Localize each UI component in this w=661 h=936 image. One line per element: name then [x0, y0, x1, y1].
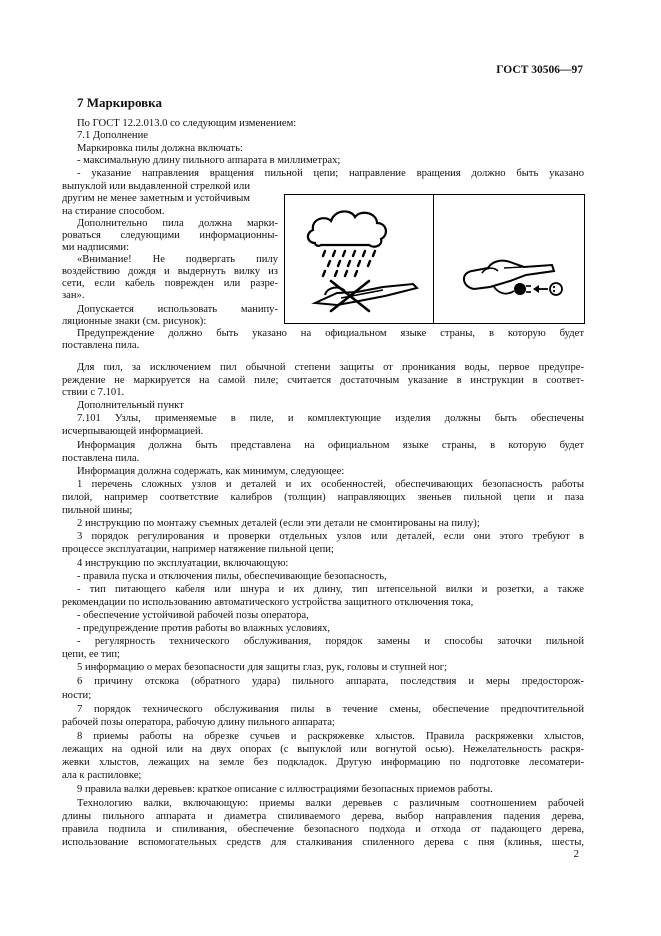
paragraph-line: процессе эксплуатации, например натяжение пильной цепи;	[62, 544, 334, 555]
plug-icon	[514, 283, 531, 295]
paragraph-line: выпуклой или выдавленной стрелкой или	[62, 181, 251, 192]
paragraph-line: - правила пуска и отключения пилы, обеспечивающие безопасность,	[77, 571, 387, 582]
paragraph-line: Допускается использовать манипу-	[77, 304, 278, 315]
paragraph-line: зан».	[62, 290, 85, 301]
manipulation-signs-figure	[284, 194, 585, 324]
paragraph-line: «Внимание! Не подвергать пилу	[77, 254, 278, 265]
unplug-warning-sign	[433, 195, 584, 323]
paragraph-line: Дополнительный пункт	[77, 400, 184, 411]
paragraph-line: использование вспомогательных средств для сталкивания спиленного дерева с пня (клинья, шесты,	[62, 837, 584, 848]
paragraph-line: реждение не маркируется на самой пиле; считается достаточным указание в инструкции в соответ-	[62, 375, 584, 386]
page-header: ГОСТ 30506—97	[496, 64, 583, 76]
socket-icon	[550, 283, 562, 295]
rain-warning-sign	[285, 195, 433, 323]
chainsaw-unplug-icon	[434, 195, 584, 323]
paragraph-line: 1 перечень сложных узлов и деталей и их особенностей, обеспечивающих безопасность работы	[77, 479, 584, 490]
paragraph-line: другим не менее заметным и устойчивым	[62, 193, 251, 204]
paragraph-line: - предупреждение против работы во влажных условиях,	[77, 623, 331, 634]
paragraph-line: ала к распиловке;	[62, 770, 142, 781]
paragraph-line: Технологию валки, включающую: приемы валки деревьев с различным соотношением рабочей	[77, 798, 584, 809]
paragraph-line: 2 инструкцию по монтажу съемных деталей (если эти детали не смонтированы на пилу);	[77, 518, 480, 529]
paragraph-line: рабочей позы оператора, рабочую длину пильного аппарата;	[62, 717, 335, 728]
paragraph-line: 7.1 Дополнение	[77, 130, 148, 141]
paragraph-line: ми надписями:	[62, 242, 130, 253]
chainsaw-icon	[315, 284, 417, 305]
paragraph-line: Предупреждение должно быть указано на официальном языке страны, в которую будет	[77, 328, 584, 339]
paragraph-line: пилой, например соответствие калибров (толщин) направляющих звеньев пильной цепи и паза	[62, 492, 584, 503]
paragraph-line: на стирание способом.	[62, 206, 165, 217]
paragraph-line: - регулярность технического обслуживания, порядок замены и способы заточки пильной	[77, 636, 584, 647]
paragraph-line: 6 причину отскока (обратного удара) пильного аппарата, последствия и меры предосторож-	[77, 676, 584, 687]
paragraph-line: поставлена пила.	[62, 340, 140, 351]
arrow-left-icon	[533, 285, 548, 293]
paragraph-line: Информация должна быть представлена на официальном языке страны, в которую будет	[77, 440, 584, 451]
paragraph-line: ности;	[62, 690, 92, 701]
paragraph-line: 3 порядок регулирования и проверки отдельных узлов или деталей, если они этого требуют в	[77, 531, 584, 542]
paragraph-line: - указание направления вращения пильной цепи; направление вращения должно быть указано	[77, 168, 584, 179]
paragraph-line: - обеспечение устойчивой рабочей позы оператора,	[77, 610, 309, 621]
paragraph-line: По ГОСТ 12.2.013.0 со следующим изменением:	[77, 118, 297, 129]
paragraph-line: лежащих на одной или на двух опорах (с выпуклой или вогнутой осью). Нежелательность раскря-	[62, 744, 584, 755]
paragraph-line: 5 информацию о мерах безопасности для защиты глаз, рук, головы и ступней ног;	[77, 662, 448, 673]
paragraph-line: рекомендации по использованию автоматического устройства защитного отключения тока,	[62, 597, 474, 608]
paragraph-line: роваться следующими информационны-	[62, 230, 278, 241]
page-number: 2	[573, 848, 579, 860]
paragraph-line: сети, если кабель поврежден или разре-	[62, 278, 278, 289]
paragraph-line: Маркировка пилы должна включать:	[77, 143, 243, 154]
paragraph-line: 7 порядок технического обслуживания пилы в течение смены, обеспечение предпочтительной	[77, 704, 584, 715]
paragraph-line: 9 правила валки деревьев: краткое описание с иллюстрациями безопасных приемов работы.	[77, 784, 493, 795]
paragraph-line: Информация должна содержать, как минимум, следующее:	[77, 466, 345, 477]
paragraph-line: Для пил, за исключением пил обычной степени защиты от проникания воды, первое предупре-	[77, 362, 584, 373]
paragraph-line: 8 приемы работы на обрезке сучьев и раскряжевке хлыстов. Правила раскряжевки хлыстов,	[77, 731, 584, 742]
paragraph-line: поставлена пила.	[62, 453, 140, 464]
paragraph-line: Дополнительно пила должна марки-	[77, 218, 278, 229]
paragraph-line: цепи, ее тип;	[62, 649, 120, 660]
cross-out-icon	[331, 281, 369, 311]
paragraph-line: пильной шины;	[62, 505, 133, 516]
section-title: 7 Маркировка	[77, 95, 162, 110]
paragraph-line: правила подпила и спиливания, обеспечение безопасного подхода и отхода от падающего дерева,	[62, 824, 584, 835]
rain-cloud-icon	[285, 195, 433, 323]
paragraph-line: - максимальную длину пильного аппарата в миллиметрах;	[77, 155, 341, 166]
paragraph-line: 7.101 Узлы, применяемые в пиле, и комплектующие изделия должны быть обеспечены	[77, 413, 584, 424]
paragraph-line: воздействию дождя и выдернуть вилку из	[62, 266, 278, 277]
paragraph-line: жевки хлыстов, лежащих на земле без подкладок. Другую информацию по подготовке лесоматери-	[62, 757, 584, 768]
paragraph-line: длины пильного аппарата и диаметра спиливаемого дерева, выбор направления падения дерева,	[62, 811, 584, 822]
paragraph-line: 4 инструкцию по эксплуатации, включающую:	[77, 558, 289, 569]
paragraph-line: ствии с 7.101.	[62, 387, 125, 398]
paragraph-line: исчерпывающей информацией.	[62, 426, 204, 437]
paragraph-line: ляционные знаки (см. рисунок):	[62, 316, 207, 327]
paragraph-line: - тип питающего кабеля или шнура и их длину, тип штепсельной вилки и розетки, а также	[77, 584, 584, 595]
